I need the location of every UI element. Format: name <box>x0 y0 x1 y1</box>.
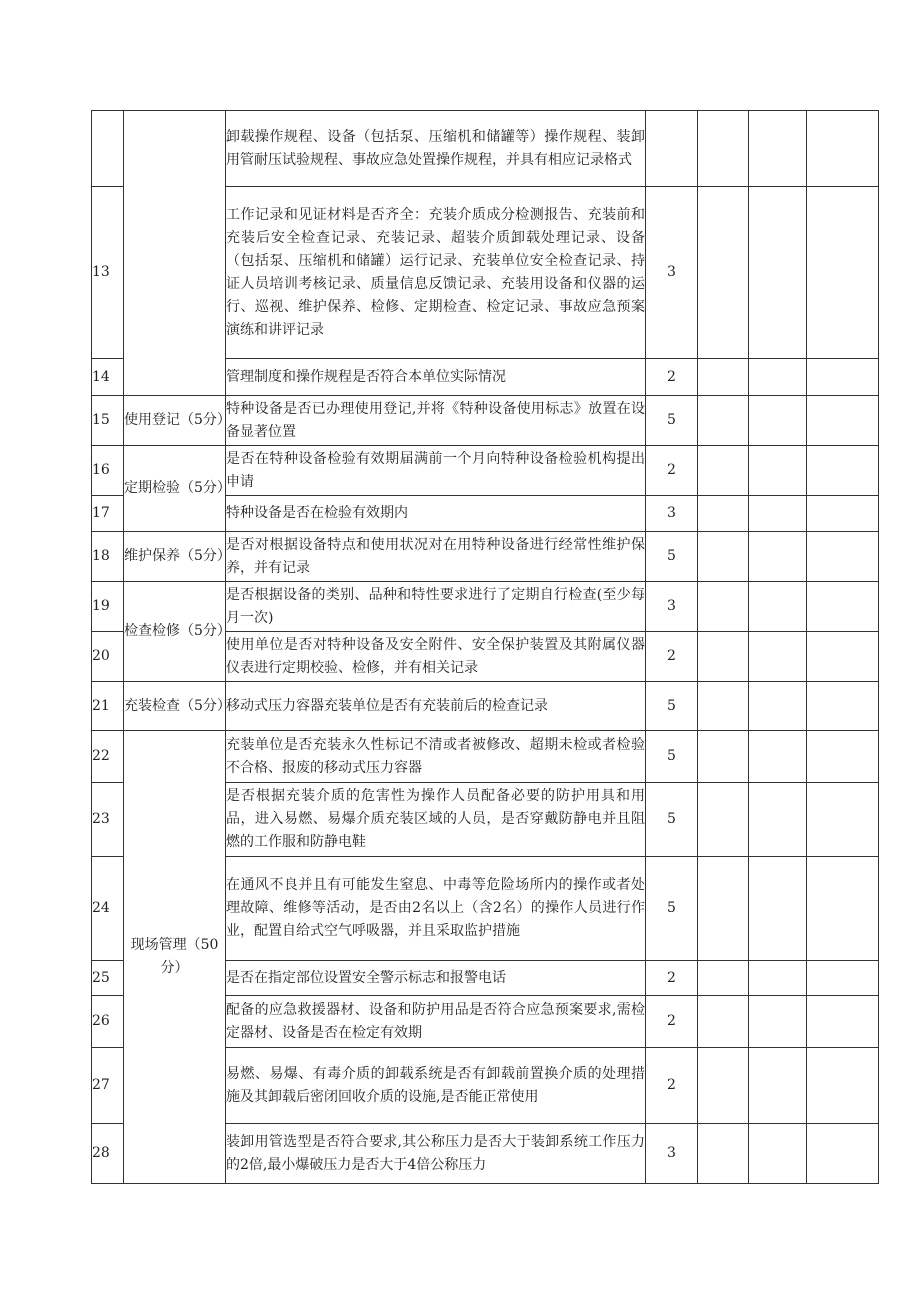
result-cell <box>698 111 749 187</box>
score-cell: 2 <box>646 632 698 682</box>
check-item: 是否在指定部位设置安全警示标志和报警电话 <box>226 961 646 996</box>
deduct-cell <box>749 187 807 359</box>
result-cell <box>698 783 749 857</box>
remark-cell <box>807 1124 879 1184</box>
remark-cell <box>807 187 879 359</box>
remark-cell <box>807 111 879 187</box>
check-item: 是否在特种设备检验有效期届满前一个月向特种设备检验机构提出申请 <box>226 446 646 496</box>
result-cell <box>698 1048 749 1124</box>
row-number: 13 <box>92 187 124 359</box>
row-number: 17 <box>92 496 124 532</box>
remark-cell <box>807 632 879 682</box>
deduct-cell <box>749 396 807 446</box>
check-item: 特种设备是否已办理使用登记,并将《特种设备使用标志》放置在设备显著位置 <box>226 396 646 446</box>
table-row <box>92 582 879 632</box>
result-cell <box>698 632 749 682</box>
result-cell <box>698 731 749 783</box>
remark-cell <box>807 857 879 961</box>
score-cell: 5 <box>646 396 698 446</box>
result-cell <box>698 857 749 961</box>
row-number: 25 <box>92 961 124 996</box>
score-cell: 3 <box>646 1124 698 1184</box>
check-item: 移动式压力容器充装单位是否有充装前后的检查记录 <box>226 682 646 731</box>
row-number: 21 <box>92 682 124 731</box>
score-cell <box>646 111 698 187</box>
table-row <box>92 396 879 446</box>
category-inspect: 检查检修（5分） <box>124 582 226 682</box>
score-cell: 2 <box>646 1048 698 1124</box>
result-cell <box>698 582 749 632</box>
score-cell: 2 <box>646 996 698 1048</box>
remark-cell <box>807 996 879 1048</box>
score-cell: 5 <box>646 532 698 582</box>
checklist-table <box>91 110 879 1184</box>
deduct-cell <box>749 532 807 582</box>
result-cell <box>698 359 749 396</box>
category-cell <box>124 111 226 396</box>
deduct-cell <box>749 783 807 857</box>
table-row <box>92 731 879 783</box>
score-cell: 2 <box>646 446 698 496</box>
check-item: 特种设备是否在检验有效期内 <box>226 496 646 532</box>
deduct-cell <box>749 1124 807 1184</box>
deduct-cell <box>749 961 807 996</box>
remark-cell <box>807 359 879 396</box>
remark-cell <box>807 961 879 996</box>
deduct-cell <box>749 582 807 632</box>
check-item: 充装单位是否充装永久性标记不清或者被修改、超期未检或者检验不合格、报废的移动式压力容器 <box>226 731 646 783</box>
row-number: 23 <box>92 783 124 857</box>
table-row <box>92 532 879 582</box>
row-number: 20 <box>92 632 124 682</box>
score-cell: 2 <box>646 359 698 396</box>
deduct-cell <box>749 731 807 783</box>
check-item: 在通风不良并且有可能发生窒息、中毒等危险场所内的操作或者处理故障、维修等活动，是否由2名以上（含2名）的操作人员进行作业，配置自给式空气呼吸器，并且采取监护措施 <box>226 857 646 961</box>
category-periodic: 定期检验（5分） <box>124 446 226 532</box>
row-number: 24 <box>92 857 124 961</box>
remark-cell <box>807 682 879 731</box>
deduct-cell <box>749 996 807 1048</box>
score-cell: 2 <box>646 961 698 996</box>
score-cell: 5 <box>646 731 698 783</box>
remark-cell <box>807 396 879 446</box>
check-item: 装卸用管选型是否符合要求,其公称压力是否大于装卸系统工作压力的2倍,最小爆破压力是否大于4倍公称压力 <box>226 1124 646 1184</box>
row-number: 28 <box>92 1124 124 1184</box>
check-item: 易燃、易爆、有毒介质的卸载系统是否有卸载前置换介质的处理措施及其卸载后密闭回收介质的设施,是否能正常使用 <box>226 1048 646 1124</box>
category-maintain: 维护保养（5分） <box>124 532 226 582</box>
remark-cell <box>807 496 879 532</box>
score-cell: 3 <box>646 187 698 359</box>
result-cell <box>698 187 749 359</box>
table-row <box>92 446 879 496</box>
deduct-cell <box>749 446 807 496</box>
row-number: 26 <box>92 996 124 1048</box>
deduct-cell <box>749 359 807 396</box>
row-number: 27 <box>92 1048 124 1124</box>
remark-cell <box>807 446 879 496</box>
row-number: 16 <box>92 446 124 496</box>
deduct-cell <box>749 496 807 532</box>
check-item: 是否根据充装介质的危害性为操作人员配备必要的防护用具和用品，进入易燃、易爆介质充装区域的人员，是否穿戴防静电并且阻燃的工作服和防静电鞋 <box>226 783 646 857</box>
table-row <box>92 111 879 187</box>
table-row <box>92 682 879 731</box>
result-cell <box>698 396 749 446</box>
remark-cell <box>807 1048 879 1124</box>
result-cell <box>698 1124 749 1184</box>
remark-cell <box>807 731 879 783</box>
remark-cell <box>807 582 879 632</box>
score-cell: 5 <box>646 783 698 857</box>
row-number: 15 <box>92 396 124 446</box>
score-cell: 3 <box>646 582 698 632</box>
score-cell: 5 <box>646 857 698 961</box>
deduct-cell <box>749 857 807 961</box>
category-usage: 使用登记（5分） <box>124 396 226 446</box>
check-item: 卸载操作规程、设备（包括泵、压缩机和储罐等）操作规程、装卸用管耐压试验规程、事故应急处置操作规程，并具有相应记录格式 <box>226 111 646 187</box>
result-cell <box>698 961 749 996</box>
check-item: 是否对根据设备特点和使用状况对在用特种设备进行经常性维护保养，并有记录 <box>226 532 646 582</box>
row-number: 22 <box>92 731 124 783</box>
result-cell <box>698 532 749 582</box>
check-item: 是否根据设备的类别、品种和特性要求进行了定期自行检查(至少每月一次) <box>226 582 646 632</box>
check-item: 配备的应急救援器材、设备和防护用品是否符合应急预案要求,需检定器材、设备是否在检定有效期 <box>226 996 646 1048</box>
deduct-cell <box>749 1048 807 1124</box>
row-number: 14 <box>92 359 124 396</box>
check-item: 管理制度和操作规程是否符合本单位实际情况 <box>226 359 646 396</box>
row-number <box>92 111 124 187</box>
score-cell: 3 <box>646 496 698 532</box>
check-item: 工作记录和见证材料是否齐全：充装介质成分检测报告、充装前和充装后安全检查记录、充装记录、超装介质卸载处理记录、设备（包括泵、压缩机和储罐）运行记录、充装单位安全检查记录、持证人员培训考核记录、质量信息反馈记录、充装用设备和仪器的运行、巡视、维护保养、检修、定期检查、检定记录、事故应急预案演练和讲评记录 <box>226 187 646 359</box>
row-number: 18 <box>92 532 124 582</box>
result-cell <box>698 682 749 731</box>
remark-cell <box>807 783 879 857</box>
result-cell <box>698 496 749 532</box>
category-filling: 充装检查（5分） <box>124 682 226 731</box>
deduct-cell <box>749 682 807 731</box>
check-item: 使用单位是否对特种设备及安全附件、安全保护装置及其附属仪器仪表进行定期校验、检修，并有相关记录 <box>226 632 646 682</box>
deduct-cell <box>749 632 807 682</box>
result-cell <box>698 446 749 496</box>
category-site: 现场管理（50分） <box>124 731 226 1184</box>
deduct-cell <box>749 111 807 187</box>
result-cell <box>698 996 749 1048</box>
score-cell: 5 <box>646 682 698 731</box>
row-number: 19 <box>92 582 124 632</box>
remark-cell <box>807 532 879 582</box>
